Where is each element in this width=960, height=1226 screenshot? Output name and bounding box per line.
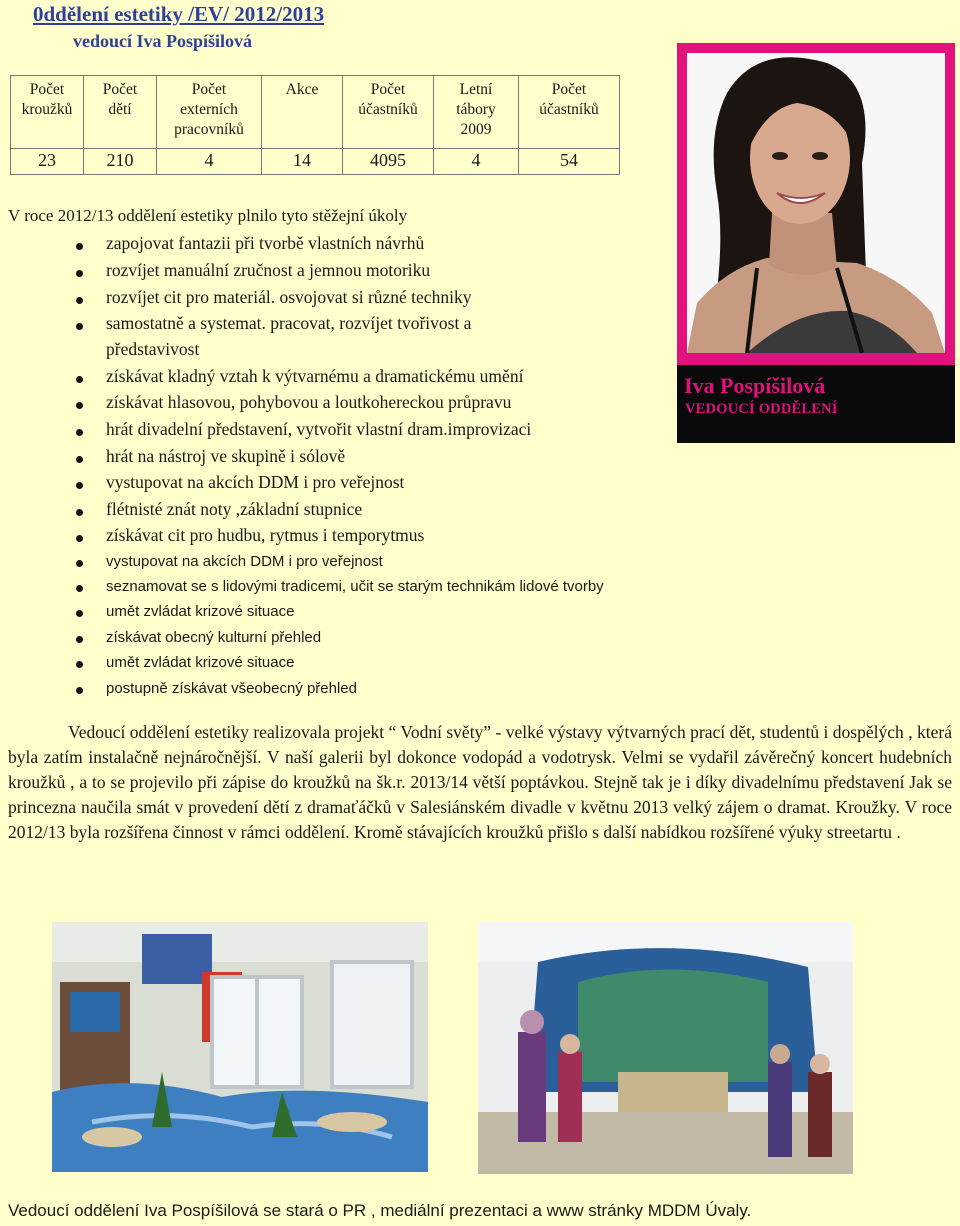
- bullet-icon: [76, 270, 83, 277]
- value-cell: 4: [434, 149, 519, 175]
- value-cell: 4095: [343, 149, 434, 175]
- footer-text: Vedoucí oddělení Iva Pospíšilová se stará o PR , mediální prezentaci a www stránky MDDM Úvaly.: [8, 1201, 752, 1220]
- list-item: vystupovat na akcích DDM i pro veřejnost: [106, 553, 383, 570]
- list-item: umět zvládat krizové situace: [106, 654, 294, 671]
- exhibition-photo-room: [52, 922, 428, 1172]
- list-item: postupně získávat všeobecný přehled: [106, 680, 357, 697]
- intro-text: V roce 2012/13 oddělení estetiky plnilo tyto stěžejní úkoly: [8, 206, 408, 225]
- bullet-icon: [76, 585, 83, 592]
- list-item: rozvíjet cit pro materiál. osvojovat si různé techniky: [106, 287, 471, 308]
- bullet-icon: [76, 687, 83, 694]
- bullet-icon: [76, 323, 83, 330]
- bullet-icon: [76, 243, 83, 250]
- list-item-continuation: představivost: [106, 339, 200, 359]
- bullet-icon: [76, 297, 83, 304]
- bullet-icon: [76, 482, 83, 489]
- header-cell: Počet dětí: [84, 76, 157, 149]
- list-item: získávat cit pro hudbu, rytmus i temporytmus: [106, 525, 424, 546]
- bullet-icon: [76, 429, 83, 436]
- page-title: 0ddělení estetiky /EV/ 2012/2013: [33, 2, 325, 26]
- list-item: získávat hlasovou, pohybovou a loutkohereckou průpravu: [106, 392, 511, 413]
- list-item: zapojovat fantazii při tvorbě vlastních návrhů: [106, 233, 424, 254]
- portrait-card: [677, 43, 955, 443]
- list-item: umět zvládat krizové situace: [106, 603, 294, 620]
- value-cell: 14: [262, 149, 343, 175]
- list-item: flétnisté znát noty ,základní stupnice: [106, 499, 362, 520]
- list-item: rozvíjet manuální zručnost a jemnou motoriku: [106, 260, 430, 281]
- page-subtitle: vedoucí Iva Pospíšilová: [73, 31, 253, 51]
- body-paragraph: Vedoucí oddělení estetiky realizovala projekt “ Vodní světy” - velké výstavy výtvarných prací dět, studentů i dospělých , která byla zatím instalačně nejnáročnější. V naší galerii byl dokonce vodopád a vodotrysk. Velmi se vydařil závěrečný koncert hudebních kroužků , a to se projevilo při zápise do kroužků na šk.r. 2013/14 větší poptávkou. Stejně tak je i díky divadelnímu představení Jak se princezna naučila smát v provedení dětí z dramaťáčků v Salesiánském divadle v květnu 2013 velký zájem o dramat. Kroužky. V roce 2012/13 byla rozšířena činnost v rámci oddělení. Kromě stávajících kroužků přišlo s další nabídkou rozšířené výuky streetartu .: [8, 722, 952, 842]
- header-cell: Letní tábory 2009: [434, 76, 519, 149]
- list-item: vystupovat na akcích DDM i pro veřejnost: [106, 472, 404, 493]
- list-item: seznamovat se s lidovými tradicemi, učit se starým technikám lidové tvorby: [106, 578, 604, 595]
- list-item: samostatně a systemat. pracovat, rozvíjet tvořivost a: [106, 313, 471, 334]
- bullet-icon: [76, 636, 83, 643]
- bullet-icon: [76, 610, 83, 617]
- value-cell: 210: [84, 149, 157, 175]
- exhibition-photo-puppets: [478, 922, 853, 1174]
- bullet-icon: [76, 509, 83, 516]
- portrait-photo: [687, 53, 945, 353]
- list-item: hrát divadelní představení, vytvořit vlastní dram.improvizaci: [106, 419, 531, 440]
- header-cell: Počet účastníků: [343, 76, 434, 149]
- bullet-icon: [76, 376, 83, 383]
- bullet-icon: [76, 535, 83, 542]
- portrait-name: Iva Pospíšilová: [684, 373, 826, 398]
- list-item: hrát na nástroj ve skupině i sólově: [106, 446, 345, 467]
- header-cell: Akce: [262, 76, 343, 149]
- bullet-icon: [76, 456, 83, 463]
- portrait-role: VEDOUCÍ ODDĚLENÍ: [685, 401, 838, 417]
- header-cell: Počet kroužků: [11, 76, 84, 149]
- bullet-icon: [76, 661, 83, 668]
- value-cell: 23: [11, 149, 84, 175]
- portrait-label: [677, 365, 955, 443]
- value-cell: 4: [157, 149, 262, 175]
- list-item: získávat obecný kulturní přehled: [106, 629, 321, 646]
- list-item: získávat kladný vztah k výtvarnému a dramatickému umění: [106, 366, 523, 387]
- bullet-icon: [76, 402, 83, 409]
- header-cell: Počet účastníků: [519, 76, 620, 149]
- value-cell: 54: [519, 149, 620, 175]
- header-cell: Počet externích pracovníků: [157, 76, 262, 149]
- bullet-icon: [76, 560, 83, 567]
